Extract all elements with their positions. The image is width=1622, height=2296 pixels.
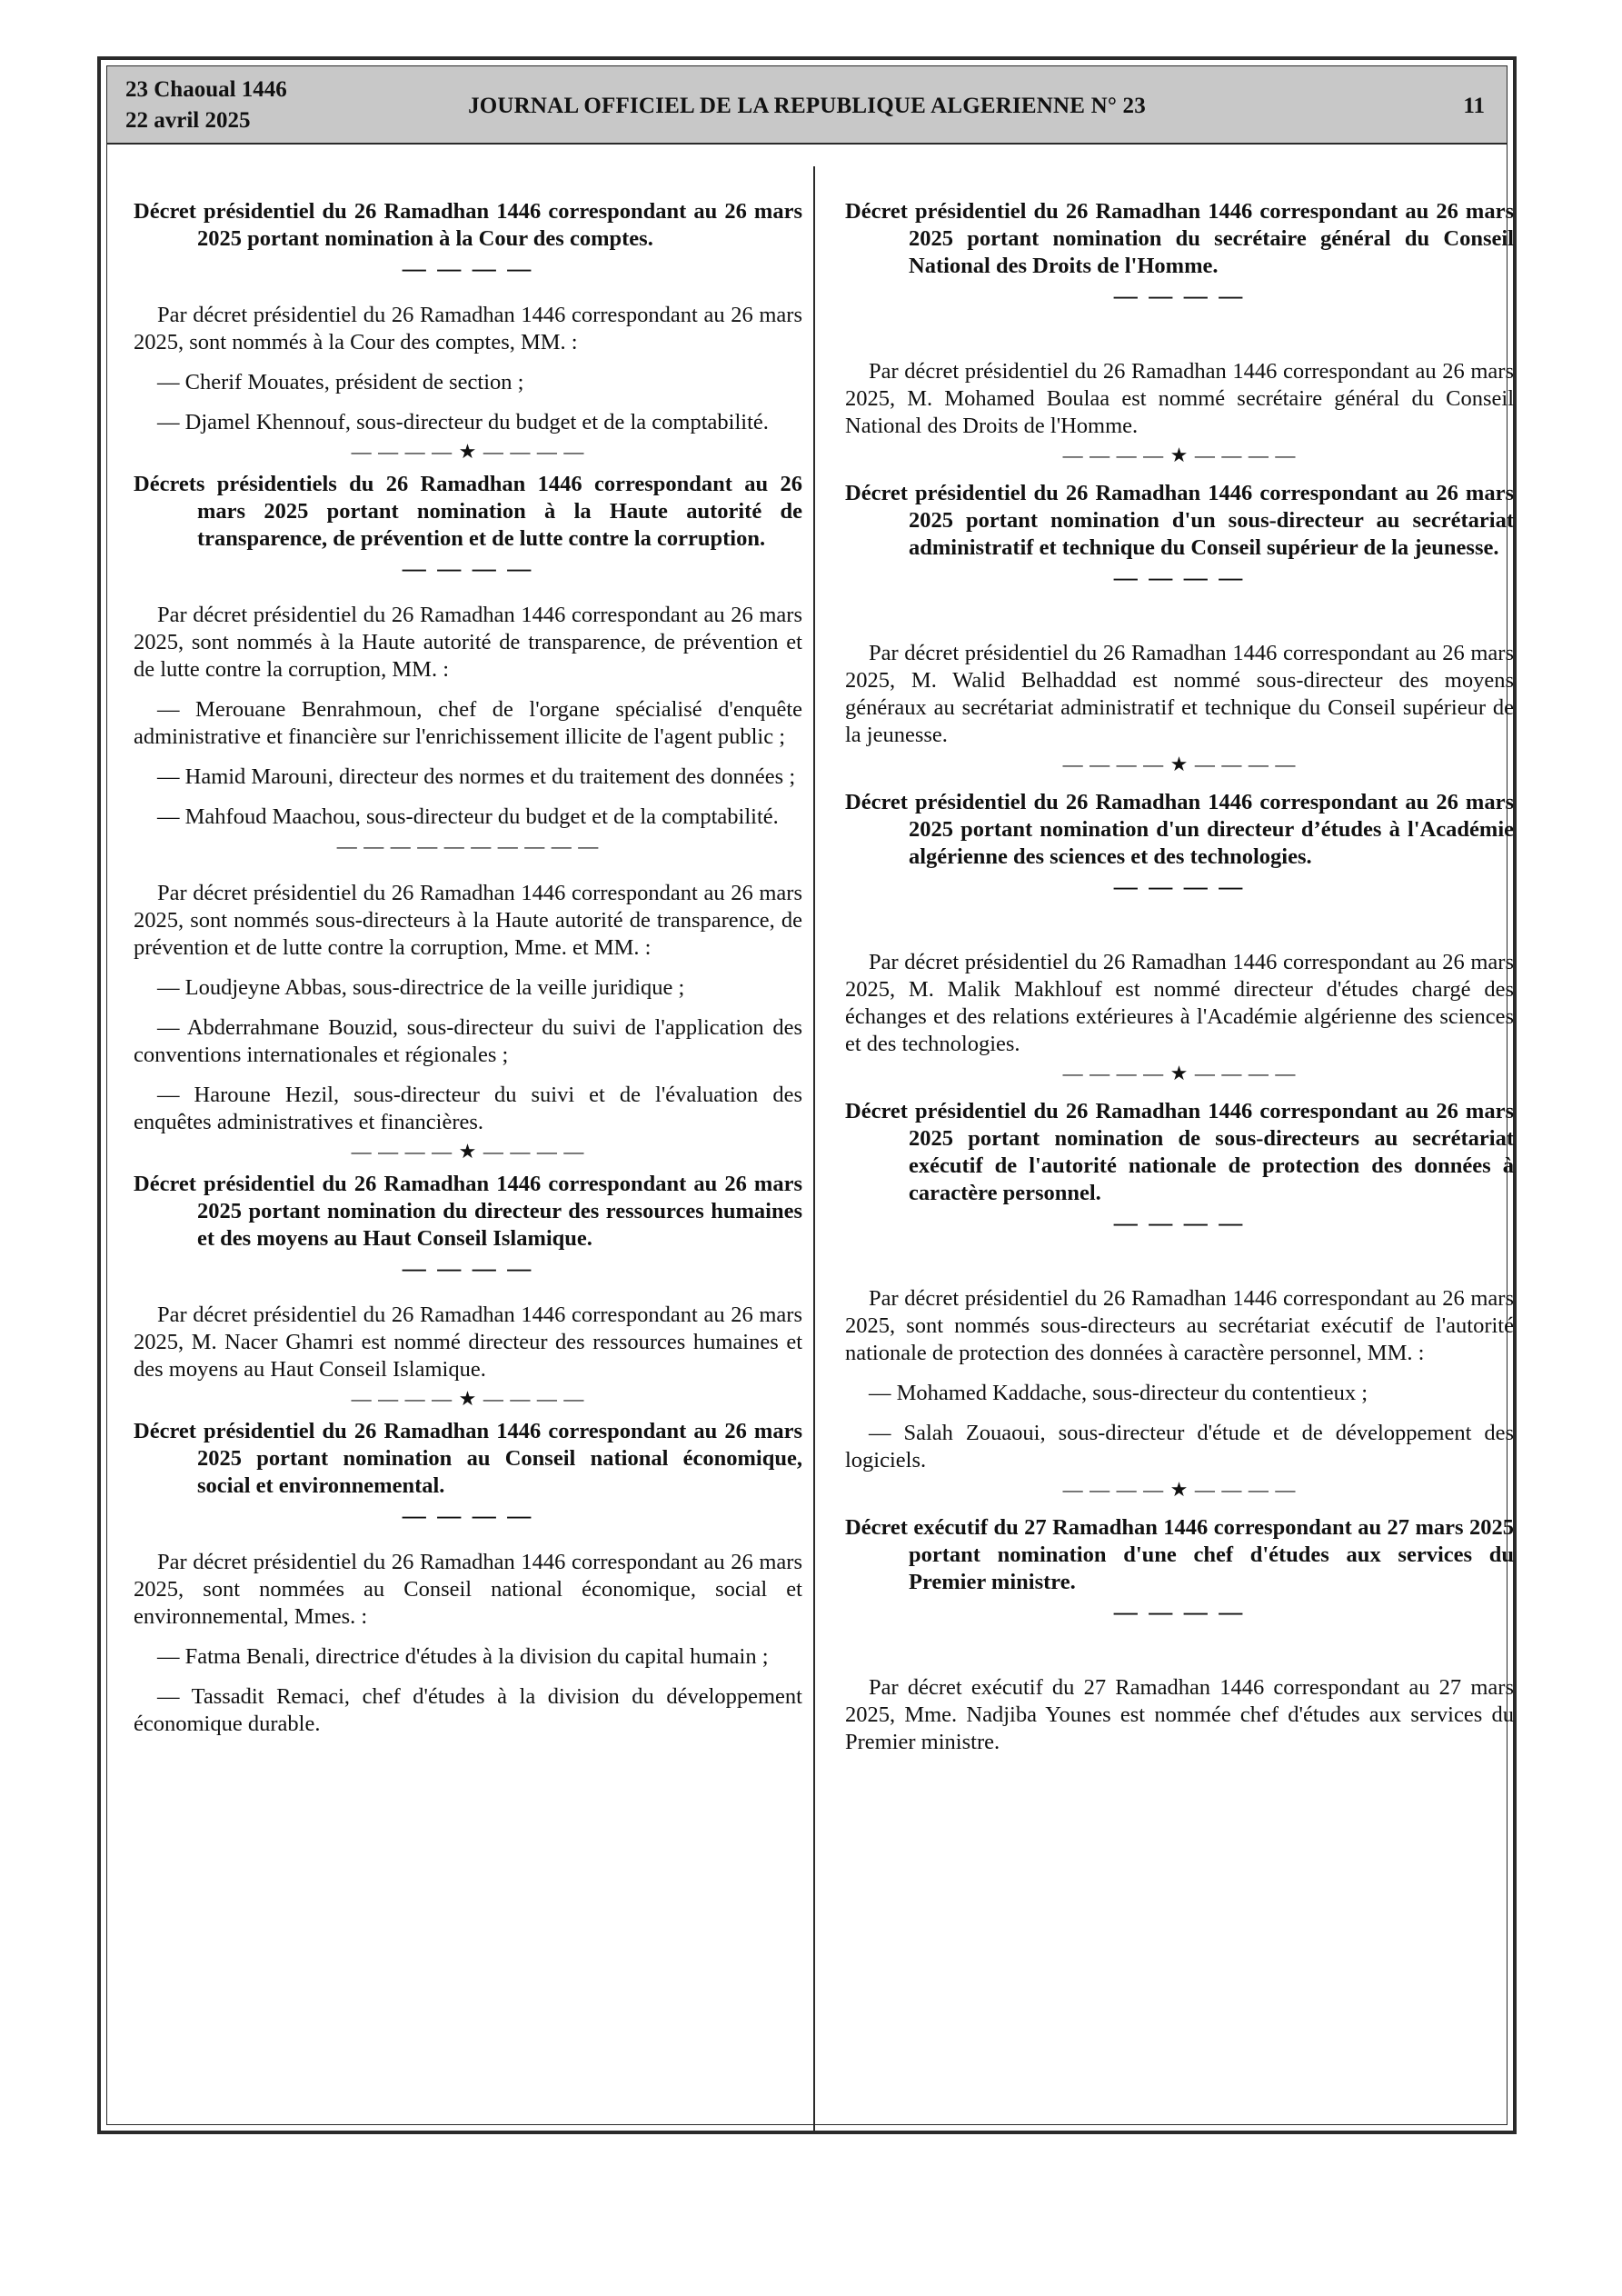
decree-heading: Décrets présidentiels du 26 Ramadhan 1446 correspondant au 26 mars 2025 portant nomination à la Haute autorité de transparence, de prévention et de lutte contre la corruption. (134, 472, 802, 551)
decree-heading: Décret présidentiel du 26 Ramadhan 1446 correspondant au 26 mars 2025 portant nomination du directeur des ressources humaines et des moyens au Haut Conseil Islamique. (134, 1172, 802, 1251)
heading-separator: — — — — (1113, 564, 1246, 591)
right-column (845, 198, 1514, 1756)
decree-body: Par décret présidentiel du 26 Ramadhan 1446 correspondant au 26 mars 2025, M. Malik Makhlouf est nommé directeur d'études chargé des échanges et des relations extérieures à l'Académie algérienne des sciences et des technologies. (845, 950, 1514, 1056)
decree-list-item: — Cherif Mouates, président de section ; (157, 370, 524, 394)
decree-cour-des-comptes (134, 198, 802, 462)
page-frame-inner (106, 65, 1514, 2125)
decree-list-item: — Mahfoud Maachou, sous-directeur du budget et de la comptabilité. (157, 804, 779, 829)
decree-list-item: — Fatma Benali, directrice d'études à la division du capital humain ; (157, 1644, 769, 1669)
star-separator: — — — — ★ — — — — (351, 440, 585, 463)
decree-body: Par décret présidentiel du 26 Ramadhan 1446 correspondant au 26 mars 2025, M. Walid Belhaddad est nommé sous-directeur des moyens généraux au secrétariat administratif et technique du Conseil supérieur de la jeunesse. (845, 641, 1514, 747)
decree-list-item: — Hamid Marouni, directeur des normes et du traitement des données ; (157, 764, 796, 789)
decree-heading: Décret présidentiel du 26 Ramadhan 1446 correspondant au 26 mars 2025 portant nomination de sous-directeurs au secrétariat exécutif de l'autorité nationale de protection des données à caractère personnel. (845, 1099, 1514, 1205)
decree-list-item: — Loudjeyne Abbas, sous-directrice de la veille juridique ; (157, 975, 685, 1000)
decree-heading: Décret exécutif du 27 Ramadhan 1446 correspondant au 27 mars 2025 portant nomination d'une chef d'études aux services du Premier ministre. (845, 1515, 1514, 1594)
decree-academie-sciences (845, 789, 1514, 1083)
heading-separator: — — — — (1113, 873, 1246, 900)
decree-heading: Décret présidentiel du 26 Ramadhan 1446 correspondant au 26 mars 2025 portant nomination à la Cour des comptes. (134, 199, 802, 251)
heading-separator: — — — — (1113, 1210, 1246, 1236)
decree-droits-homme (845, 198, 1514, 465)
decree-body: Par décret exécutif du 27 Ramadhan 1446 correspondant au 27 mars 2025, Mme. Nadjiba Younes est nommée chef d'études aux services du Premier ministre. (845, 1675, 1514, 1754)
decree-heading: Décret présidentiel du 26 Ramadhan 1446 correspondant au 26 mars 2025 portant nomination d'un directeur d’études à l'Académie algérienne des sciences et des technologies. (845, 790, 1514, 869)
decree-heading: Décret présidentiel du 26 Ramadhan 1446 correspondant au 26 mars 2025 portant nomination au Conseil national économique, social et environnemental. (134, 1419, 802, 1498)
decree-conseil-economique (134, 1418, 802, 1738)
header-date-gregorian: 22 avril 2025 (125, 108, 251, 133)
decree-body: Par décret présidentiel du 26 Ramadhan 1446 correspondant au 26 mars 2025, sont nommés à la Haute autorité de transparence, de prévention et de lutte contre la corruption, MM. : (134, 603, 802, 682)
header-journal-title: JOURNAL OFFICIEL DE LA REPUBLIQUE ALGERIENNE N° 23 (468, 94, 1146, 118)
heading-separator: — — — — (402, 1502, 534, 1529)
decree-list-item: — Merouane Benrahmoun, chef de l'organe spécialisé d'enquête administrative et financière sur l'enrichissement illicite de l'agent public ; (134, 697, 802, 749)
decree-list-item: — Djamel Khennouf, sous-directeur du budget et de la comptabilité. (157, 410, 769, 434)
left-column (134, 198, 802, 1738)
decree-list-item: — Salah Zouaoui, sous-directeur d'étude et de développement des logiciels. (845, 1421, 1514, 1472)
decree-premier-ministre (845, 1514, 1514, 1756)
journal-header (107, 66, 1507, 145)
page-frame (97, 56, 1517, 2134)
heading-separator: — — — — (1113, 1599, 1246, 1625)
decree-list-item: — Haroune Hezil, sous-directeur du suivi et de l'évaluation des enquêtes administratives et financières. (134, 1083, 802, 1134)
star-separator: — — — — ★ — — — — (1062, 1478, 1297, 1501)
star-separator: — — — — ★ — — — — (1062, 753, 1297, 775)
heading-separator: — — — — (402, 1255, 534, 1282)
decree-haut-conseil-islamique (134, 1171, 802, 1409)
decree-body: Par décret présidentiel du 26 Ramadhan 1446 correspondant au 26 mars 2025, sont nommées au Conseil national économique, social et environnemental, Mmes. : (134, 1550, 802, 1629)
header-page-number: 11 (1463, 94, 1485, 118)
decree-body: Par décret présidentiel du 26 Ramadhan 1446 correspondant au 26 mars 2025, M. Nacer Ghamri est nommé directeur des ressources humaines et des moyens au Haut Conseil Islamique. (134, 1303, 802, 1382)
decree-conseil-jeunesse (845, 480, 1514, 774)
decree-list-item: — Abderrahmane Bouzid, sous-directeur du suivi de l'application des conventions internationales et régionales ; (134, 1015, 802, 1067)
decree-body: Par décret présidentiel du 26 Ramadhan 1446 correspondant au 26 mars 2025, sont nommés sous-directeurs au secrétariat exécutif de l'autorité nationale de protection des données à caractère personnel, MM. : (845, 1286, 1514, 1365)
star-separator: — — — — ★ — — — — (1062, 1062, 1297, 1084)
header-date-hijri: 23 Chaoual 1446 (125, 77, 287, 102)
decree-list-item: — Mohamed Kaddache, sous-directeur du contentieux ; (869, 1381, 1368, 1405)
decree-list-item: — Tassadit Remaci, chef d'études à la division du développement économique durable. (134, 1684, 802, 1736)
decree-body: Par décret présidentiel du 26 Ramadhan 1446 correspondant au 26 mars 2025, sont nommés à la Cour des comptes, MM. : (134, 303, 802, 354)
heading-separator: — — — — (402, 555, 534, 582)
decree-body: Par décret présidentiel du 26 Ramadhan 1446 correspondant au 26 mars 2025, sont nommés sous-directeurs à la Haute autorité de transparence, de prévention et de lutte contre la corruption, Mme. et MM. : (134, 881, 802, 960)
star-separator: — — — — ★ — — — — (1062, 444, 1297, 466)
decree-haute-autorite (134, 471, 802, 1162)
decree-heading: Décret présidentiel du 26 Ramadhan 1446 correspondant au 26 mars 2025 portant nomination du secrétaire général du Conseil National des Droits de l'Homme. (845, 199, 1514, 278)
heading-separator: — — — — (1113, 283, 1246, 309)
heading-separator: — — — — (402, 255, 534, 282)
star-separator: — — — — ★ — — — — (351, 1140, 585, 1163)
star-separator: — — — — ★ — — — — (351, 1387, 585, 1410)
column-divider (813, 166, 815, 2131)
decree-heading: Décret présidentiel du 26 Ramadhan 1446 correspondant au 26 mars 2025 portant nomination d'un sous-directeur au secrétariat administratif et technique du Conseil supérieur de la jeunesse. (845, 481, 1514, 560)
decree-protection-donnees (845, 1098, 1514, 1500)
decree-body: Par décret présidentiel du 26 Ramadhan 1446 correspondant au 26 mars 2025, M. Mohamed Boulaa est nommé secrétaire général du Conseil National des Droits de l'Homme. (845, 359, 1514, 438)
long-separator: — — — — — — — — — — (336, 834, 600, 857)
